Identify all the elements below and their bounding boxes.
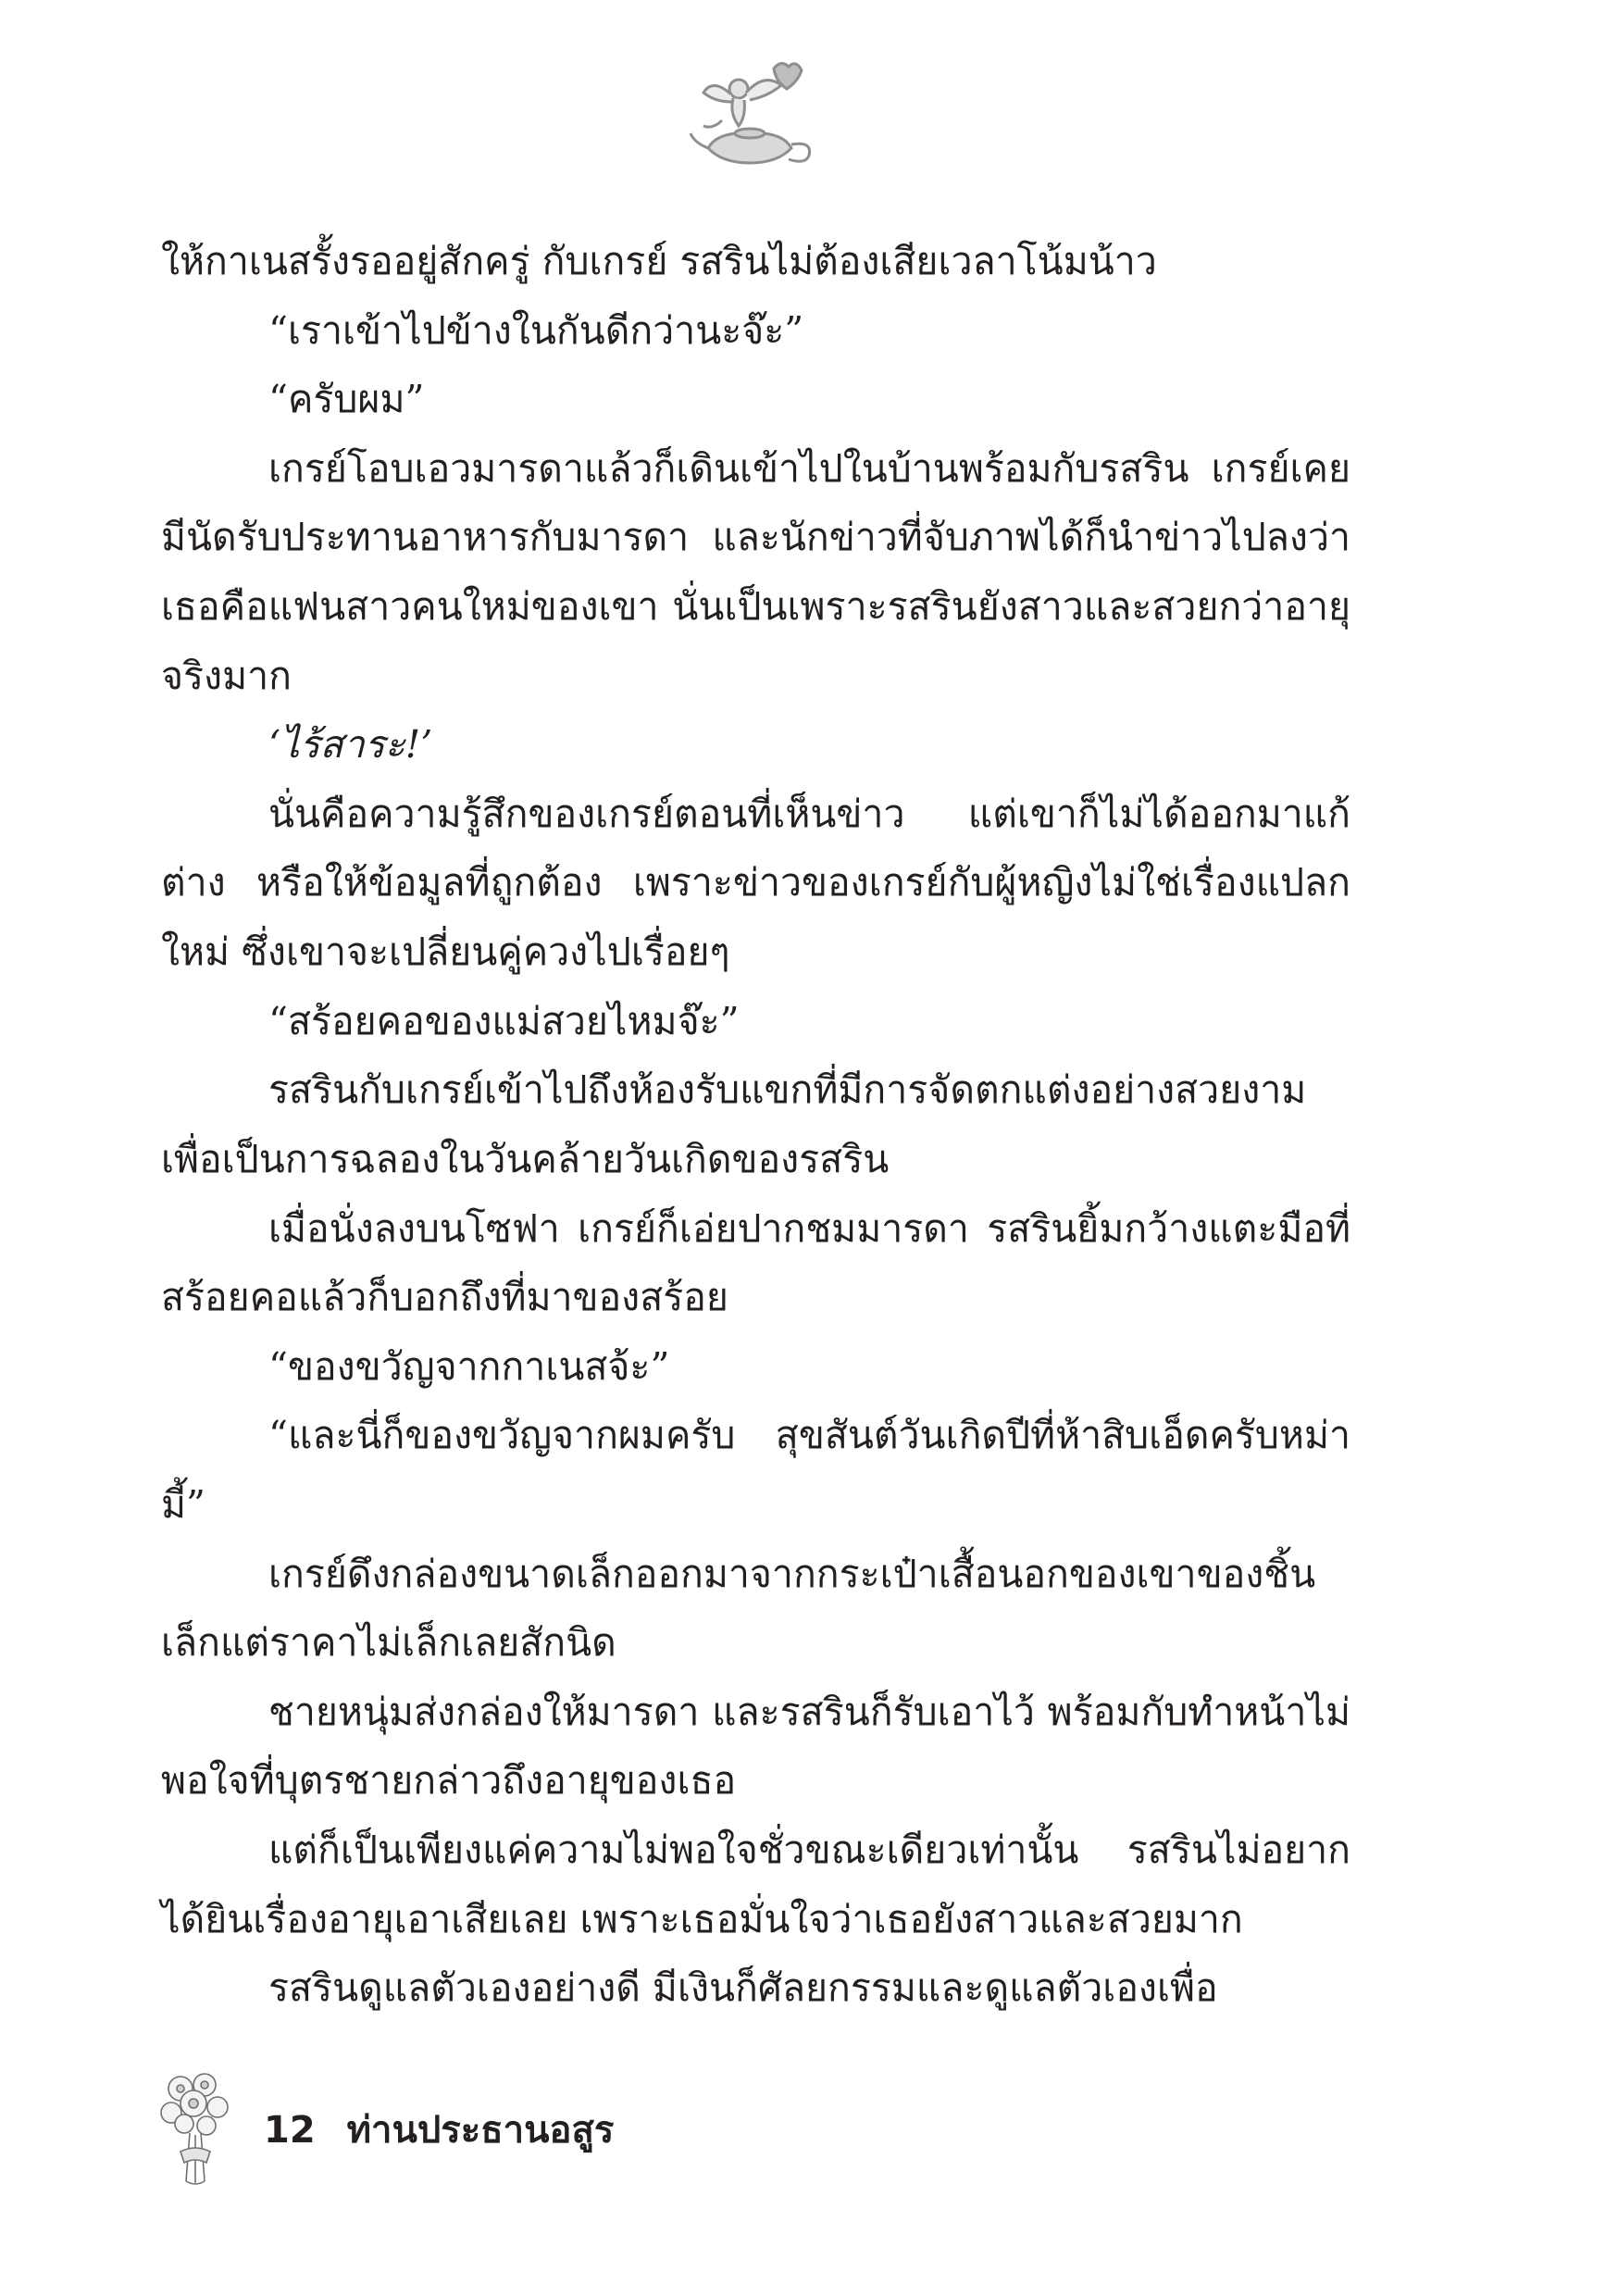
footer-text (264, 2100, 614, 2159)
cupid-teapot-ornament-icon (685, 56, 824, 176)
paragraph: “ครับผม” (268, 377, 425, 422)
paragraph: “เราเข้าไปข้างในกันดีกว่านะจ๊ะ” (268, 307, 804, 353)
paragraph: เกรย์ดึงกล่องขนาดเล็กออกมาจากกระเป๋าเสื้อนอกของเขาของชิ้นเล็กแต่ราคาไม่เล็กเลยสักนิด (161, 1551, 1316, 1666)
book-title: ท่านประธานอสูร (346, 2109, 615, 2152)
body-text (161, 227, 1350, 2023)
paragraph: เมื่อนั่งลงบนโซฟา เกรย์ก็เอ่ยปากชมมารดา รสรินยิ้มกว้างแตะมือที่สร้อยคอแล้วก็บอกถึงที่มาของสร้อย (161, 1205, 1350, 1320)
paragraph: นั่นคือความรู้สึกของเกรย์ตอนที่เห็นข่าว แต่เขาก็ไม่ได้ออกมาแก้ต่าง หรือให้ข้อมูลที่ถูกต้อง เพราะข่าวของเกรย์กับผู้หญิงไม่ใช่เรื่องแปลกใหม่ ซึ่งเขาจะเปลี่ยนคู่ควงไปเรื่อยๆ (161, 791, 1350, 975)
paragraph: “ของขวัญจากกาเนสจ้ะ” (268, 1343, 670, 1389)
paragraph: ให้กาเนสรั้งรออยู่สักครู่ กับเกรย์ รสรินไม่ต้องเสียเวลาโน้มน้าว (161, 239, 1157, 283)
paragraph: รสรินดูแลตัวเองอย่างดี มีเงินก็ศัลยกรรมและดูแลตัวเองเพื่อ (268, 1965, 1218, 2011)
paragraph: แต่ก็เป็นเพียงแค่ความไม่พอใจชั่วขณะเดียวเท่านั้น รสรินไม่อยากได้ยินเรื่องอายุเอาเสียเลย เพราะเธอมั่นใจว่าเธอยังสาวและสวยมาก (161, 1828, 1350, 1941)
flower-bouquet-ornament-icon (153, 2063, 236, 2188)
paragraph: เกรย์โอบเอวมารดาแล้วก็เดินเข้าไปในบ้านพร้อมกับรสริน เกรย์เคยมีนัดรับประทานอาหารกับมารดา และนักข่าวที่จับภาพได้ก็นำข่าวไปลงว่าเธอคือแฟนสาวคนใหม่ของเขา นั่นเป็นเพราะรสรินยังสาวและสวยกว่าอายุจริงมาก (161, 445, 1350, 698)
page-number: 12 (264, 2109, 316, 2152)
paragraph: ชายหนุ่มส่งกล่องให้มารดา และรสรินก็รับเอาไว้ พร้อมกับทำหน้าไม่พอใจที่บุตรชายกล่าวถึงอายุของเธอ (161, 1689, 1350, 1803)
paragraph: ‘ไร้สาระ!’ (268, 722, 433, 767)
page-footer (153, 2063, 801, 2192)
paragraph: รสรินกับเกรย์เข้าไปถึงห้องรับแขกที่มีการจัดตกแต่งอย่างสวยงามเพื่อเป็นการฉลองในวันคล้ายวันเกิดของรสริน (161, 1067, 1307, 1181)
paragraph: “สร้อยคอของแม่สวยไหมจ๊ะ” (268, 998, 740, 1043)
paragraph: “และนี่ก็ของขวัญจากผมครับ สุขสันต์วันเกิดปีที่ห้าสิบเอ็ดครับหม่ามี้” (161, 1413, 1350, 1527)
